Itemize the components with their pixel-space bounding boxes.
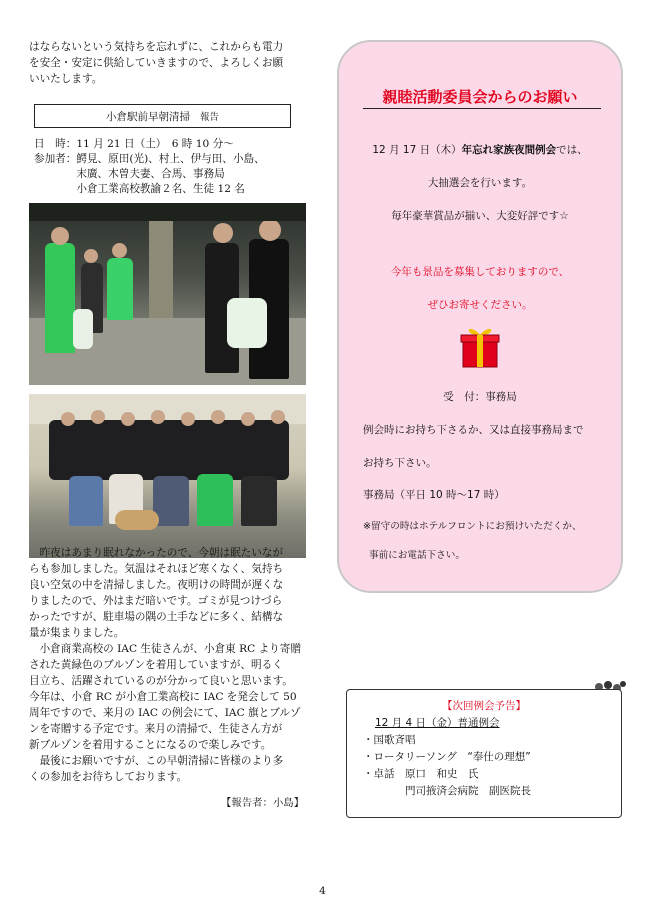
delivery-line-2: お持ち下さい。	[363, 457, 437, 469]
body-line-8: された黄緑色のブルゾンを着用していますが、明るく	[29, 659, 283, 671]
prize-line: 毎年豪華賞品が揃い、大変好評です☆	[391, 210, 569, 222]
body-line-1: 昨夜はあまり眠れなかったので、今朝は眠たいなが	[29, 547, 284, 559]
reporter-signature: 【報告者：小島】	[221, 797, 305, 809]
report-tag: 報告	[199, 112, 219, 123]
gift-box-icon	[460, 325, 500, 369]
body-line-3: 良い空気の中を清掃しました。夜明けの時間が遅くな	[29, 579, 284, 591]
event-date: 12 月 17 日（木）	[372, 144, 462, 156]
body-line-9: 目立ち、活躍されているのが分かって良いと思います。	[29, 675, 293, 687]
report-datetime: 日 時：11 月 21 日（土） 6 時 10 分～	[34, 138, 234, 150]
event-suffix: では、	[556, 144, 588, 156]
panel-title: 親睦活動委員会からのお願い	[382, 88, 578, 106]
panel-title-underline	[363, 108, 601, 109]
lottery-line: 大抽選会を行います。	[427, 177, 533, 189]
cleaning-photo	[29, 203, 306, 385]
intro-line-1: はならないという気持ちを忘れずに、これからも電力	[29, 41, 284, 53]
report-title: 小倉駅前早朝清掃	[105, 110, 190, 123]
notice-item-affiliation: 門司掖済会病院 副医院長	[405, 785, 531, 797]
body-line-13: 新ブルゾンを着用することになるので楽しみです。	[29, 739, 272, 751]
prize-request-line-1: 今年も景品を募集しておりますので、	[390, 266, 570, 278]
body-line-7: 小倉商業高校の IAC 生徒さんが、小倉東 RC より寄贈	[29, 643, 301, 655]
group-photo	[29, 394, 306, 558]
delivery-line-1: 例会時にお持ち下さるか、又は直接事務局まで	[363, 424, 584, 436]
body-line-12: ンを寄贈する予定です。来月の清掃で、生徒さん方が	[29, 723, 283, 735]
notice-item-talk: ・卓話 原口 和史 氏	[363, 768, 479, 780]
committee-request-panel	[337, 40, 623, 593]
note-line-1: ※留守の時はホテルフロントにお預けいただくか、	[363, 521, 582, 532]
body-line-6: 量が集まりました。	[29, 627, 125, 639]
notice-item-anthem: ・国歌斉唱	[363, 734, 416, 746]
body-line-2: らも参加しました。気温はそれほど寒くなく、気持ち	[29, 563, 284, 575]
event-name: 年忘れ家族夜間例会	[461, 144, 557, 156]
body-line-15: くの参加をお待ちしております。	[29, 771, 188, 783]
body-line-10: 今年は、小倉 RC が小倉工業高校に IAC を発会して 50	[29, 691, 297, 703]
body-line-4: りましたので、外はまだ暗いです。ゴミが見つけづら	[29, 595, 283, 607]
prize-request-line-2: ぜひお寄せください。	[427, 299, 533, 311]
body-line-5: かったですが、駐車場の隅の土手などに多く、結構な	[29, 611, 284, 623]
reception-line: 受 付：事務局	[443, 391, 517, 403]
participants-line-1: 参加者：鰐見、原田(光)、村上、伊与田、小島、	[34, 153, 265, 165]
intro-line-2: を安全・安定に供給していきますので、よろしくお願	[29, 57, 284, 69]
notice-title: 【次回例会予告】	[442, 700, 526, 712]
participants-line-2: 末廣、木曽夫妻、合馬、事務局	[34, 168, 225, 180]
office-hours: 事務局（平日 10 時～17 時）	[363, 489, 505, 501]
notice-item-song: ・ロータリーソング “奉仕の理想”	[363, 751, 531, 763]
intro-line-3: いいたします。	[29, 73, 103, 85]
participants-line-3: 小倉工業高校教諭２名、生徒 12 名	[34, 183, 245, 195]
next-meeting-notice	[346, 689, 622, 818]
report-title-box	[34, 104, 291, 128]
page-number: 4	[319, 885, 326, 897]
notice-date: 12 月 4 日（金）普通例会	[375, 717, 500, 729]
event-line	[339, 142, 621, 157]
body-line-11: 周年ですので、来月の IAC の例会にて、IAC 旗とブルゾ	[29, 707, 301, 719]
note-line-2: 事前にお電話下さい。	[369, 550, 465, 561]
body-line-14: 最後にお願いですが、この早朝清掃に皆様のより多	[29, 755, 284, 767]
